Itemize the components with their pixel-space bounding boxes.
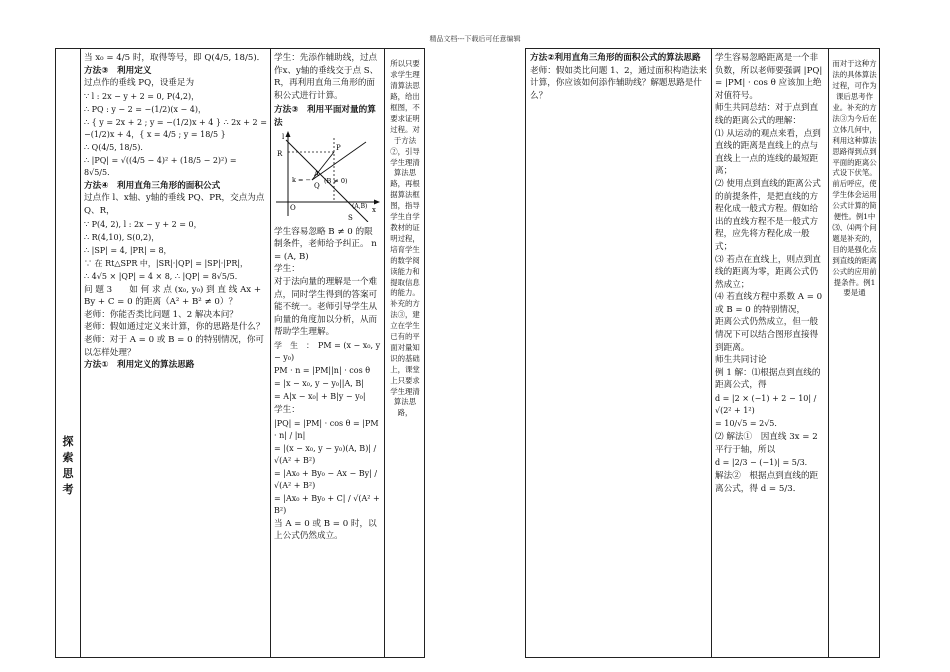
formula-line: ∴ 4√5 × |QP| = 4 × 8, ∴ |QP| = 8√5/5． xyxy=(84,271,243,281)
student-activity-column xyxy=(271,49,384,657)
text-line: 学生： xyxy=(274,264,300,275)
section-label-char: 考 xyxy=(62,483,74,496)
formula-line: = |(x − x₀, y − y₀)(A, B)| / √(A² + B²) xyxy=(274,443,377,465)
text-line: 学生：先添作辅助线，过点作x、y轴的垂线交于点 S、R，再利用直角三角形的面积公式进行计算。 xyxy=(274,53,379,101)
text-line: 解法② 根据点到直线的距离公式，得 d = 5/3． xyxy=(715,471,819,494)
text-line: 老师：对于 A = 0 或 B = 0 的特别情况，你可以怎样处理？ xyxy=(84,334,265,358)
method-heading: 方法① 利用定义的算法思路 xyxy=(84,360,195,371)
vector-diagram xyxy=(274,130,381,222)
formula-line: ∵ l : 2x − y + 2 = 0, P(4,2)， xyxy=(84,91,200,101)
method-heading: 方法②利用直角三角形的面积公式的算法思路 xyxy=(530,53,701,63)
formula-line: ∵ 在 Rt△SPR 中，|SR|·|QP| = |SP|·|PR|， xyxy=(84,258,249,268)
page-header: 精品文档---下载后可任意编辑 xyxy=(429,35,521,43)
text-line: ⑵ 解法① 因直线 3x = 2 xyxy=(715,432,818,443)
diagram-label-O: O xyxy=(290,203,296,212)
section-label-char: 思 xyxy=(62,467,74,480)
text-line: 过点作的垂线 PQ，设垂足为 xyxy=(84,78,195,89)
formula-line: d = |2 × (−1) + 2 − 10| / √(2² + 1²) xyxy=(715,394,817,416)
diagram-label-R: R xyxy=(277,149,283,158)
formula-line: |PQ| = |PM| · cos θ = |PM · n| / |n| xyxy=(274,418,379,440)
text-line: 距离公式仍然成立，但一般情况下可以结合图形直接得到距离。 xyxy=(715,317,819,353)
method-heading: 方法④ 利用直角三角形的面积公式 xyxy=(84,180,221,191)
design-intent-column xyxy=(829,49,880,657)
text-line: ⑴ 从运动的观点来看，点到直线的距离是直线上的点与直线上一点的连线的最短距离； xyxy=(715,128,821,177)
diagram-label-P: P xyxy=(336,143,341,152)
text-line: 老师：假如类比问题 1、2，通过面积构造法来计算，你应该如何添作辅助线？解题思路是什么？ xyxy=(530,65,707,101)
formula-line: = |x − x₀, y − y₀||A, B| xyxy=(274,378,364,388)
formula-line: PM · n = |PM||n| · cos θ xyxy=(274,365,371,375)
method-heading: 方法③ 利用平面对量的算法 xyxy=(274,105,376,128)
formula-line: = |Ax₀ + By₀ + C| / √(A² + B²) xyxy=(274,493,380,515)
left-lesson-table xyxy=(55,48,425,658)
text-line: 师生共同讨论 xyxy=(715,355,767,366)
text-line: 当 A = 0 或 B = 0 时，以上公式仍然成立。 xyxy=(274,518,377,542)
text-line: ⑷ 若直线方程中系数 A = 0 或 B = 0 的特别情况， xyxy=(715,292,823,315)
diagram-label-S: S xyxy=(348,213,353,222)
text-line: 当 x₀ = 4/5 时，取得等号，即 Q(4/5, 18/5)． xyxy=(84,53,266,63)
section-label xyxy=(56,434,80,498)
design-intent-text: 而对于这种方法的具体算法过程，可作为课后思考作业。补充的方法③为今后在立体几何中，利用这种算法思路得到点到平面的距离公式设下伏笔。前后呼应，使学生体会运用公式计算的简便性。例1中⑶、⑷两个问题是补充的，目的是强化点到直线的距离公式的应用前提条件。例1要是通 xyxy=(832,59,877,298)
text-line: 老师：你能否类比问题 1、2 解决本问？ xyxy=(84,309,238,320)
teacher-content-column xyxy=(526,49,711,657)
diagram-label-x: x xyxy=(372,205,376,214)
teacher-content-column xyxy=(81,49,270,657)
method-heading: 方法③ 利用定义 xyxy=(84,65,152,76)
formula-line: ∴ R(4,10), S(0,2)， xyxy=(84,232,160,242)
text-line: 过点作 l、x轴、y轴的垂线 PQ、PR，交点为点 Q、R， xyxy=(84,193,265,216)
formula-line: ∴ Q(4/5, 18/5)． xyxy=(84,142,149,152)
section-label-char: 探 xyxy=(62,435,74,448)
formula-line: = A|x − x₀| + B|y − y₀| xyxy=(274,391,366,401)
diagram-label-Q: Q xyxy=(314,181,320,190)
design-intent-text: 所以只要求学生理清算法思路，给出框图，不要求证明过程。对于方法②，引导学生理清算法思路，再根据算法框图，指导学生自学教材的证明过程，培育学生的数学阅读能力和提取信息的能力。补充的方法③，建立在学生已有的平面对量知识的基础上，课堂上只要求学生理清算法思路， xyxy=(390,59,420,418)
diagram-label-y: l xyxy=(282,132,285,141)
formula-line: = 10/√5 = 2√5． xyxy=(715,419,783,429)
diagram-label-normal: (A,B) xyxy=(352,202,368,210)
diagram-label-B: (B ≠ 0) xyxy=(324,176,348,185)
formula-line: 学 生 ： PM = (x − x₀, y − y₀) xyxy=(274,340,381,362)
formula-line: ∴ |PQ| = √((4/5 − 4)² + (18/5 − 2)²) = 8√5/5． xyxy=(84,155,237,177)
text-line: 平行于轴，所以 xyxy=(715,444,776,455)
text-line: 老师：假如通过定义来计算，你的思路是什么？ xyxy=(84,322,265,333)
diagram-label-k: k = − xyxy=(292,175,311,184)
formula-line: = |Ax₀ + By₀ − Ax − By| / √(A² + B²) xyxy=(274,468,378,490)
text-line: 例 1 解：⑴根据点到直线的距离公式，得 xyxy=(715,367,821,391)
text-line: ⑶ 若点在直线上，则点到直线的距离为零，距离公式仍然成立； xyxy=(715,254,821,290)
formula-line: ∴ PQ : y − 2 = −(1/2)(x − 4)， xyxy=(84,104,206,114)
formula-line: d = |2/3 − (−1)| = 5/3． xyxy=(715,458,813,468)
text-line: 问 题 3 如 何 求 点 (x₀, y₀) 到 直 线 Ax + By + C = 0 的距离（A² + B² ≠ 0）？ xyxy=(84,284,262,308)
formula-line: ∴ { y = 2x + 2 ; y = −(1/2)x + 4 } ∴ 2x + 2 = −(1/2)x + 4，{ x = 4/5 ; y = 18/5 } xyxy=(84,117,267,139)
right-lesson-table xyxy=(525,48,880,658)
section-label-char: 索 xyxy=(62,451,74,464)
student-activity-column xyxy=(712,49,828,657)
design-intent-column xyxy=(385,49,425,657)
text-line: ⑵ 使用点到直线的距离公式的前提条件，是把直线的方程化成一般式方程。假如给出的直线方程不是一般式方程，应先将方程化成一般式； xyxy=(715,178,821,252)
formula-line: ∵ P(4, 2), l : 2x − y + 2 = 0， xyxy=(84,219,202,229)
text-line: 对于法向量的理解是一个难点，同时学生得到的答案可能不统一。老师引导学生从向量的角度加以分析，从而帮助学生理解。 xyxy=(274,276,378,338)
formula-line: ∴ |SP| = 4, |PR| = 8， xyxy=(84,245,172,255)
text-line: 学生： xyxy=(274,404,300,415)
diagram-label-A: A xyxy=(314,169,320,178)
text-line: 师生共同总结：对于点到直线的距离公式的理解： xyxy=(715,103,819,126)
text-line: 学生容易忽略 B ≠ 0 的限制条件，老师给予纠正。 n = (A, B) xyxy=(274,226,377,262)
text-line: 学生容易忽略距离是一个非负数，所以老师要强调 |PQ| = |PM| · cos θ 应该加上绝对值符号。 xyxy=(715,53,823,101)
